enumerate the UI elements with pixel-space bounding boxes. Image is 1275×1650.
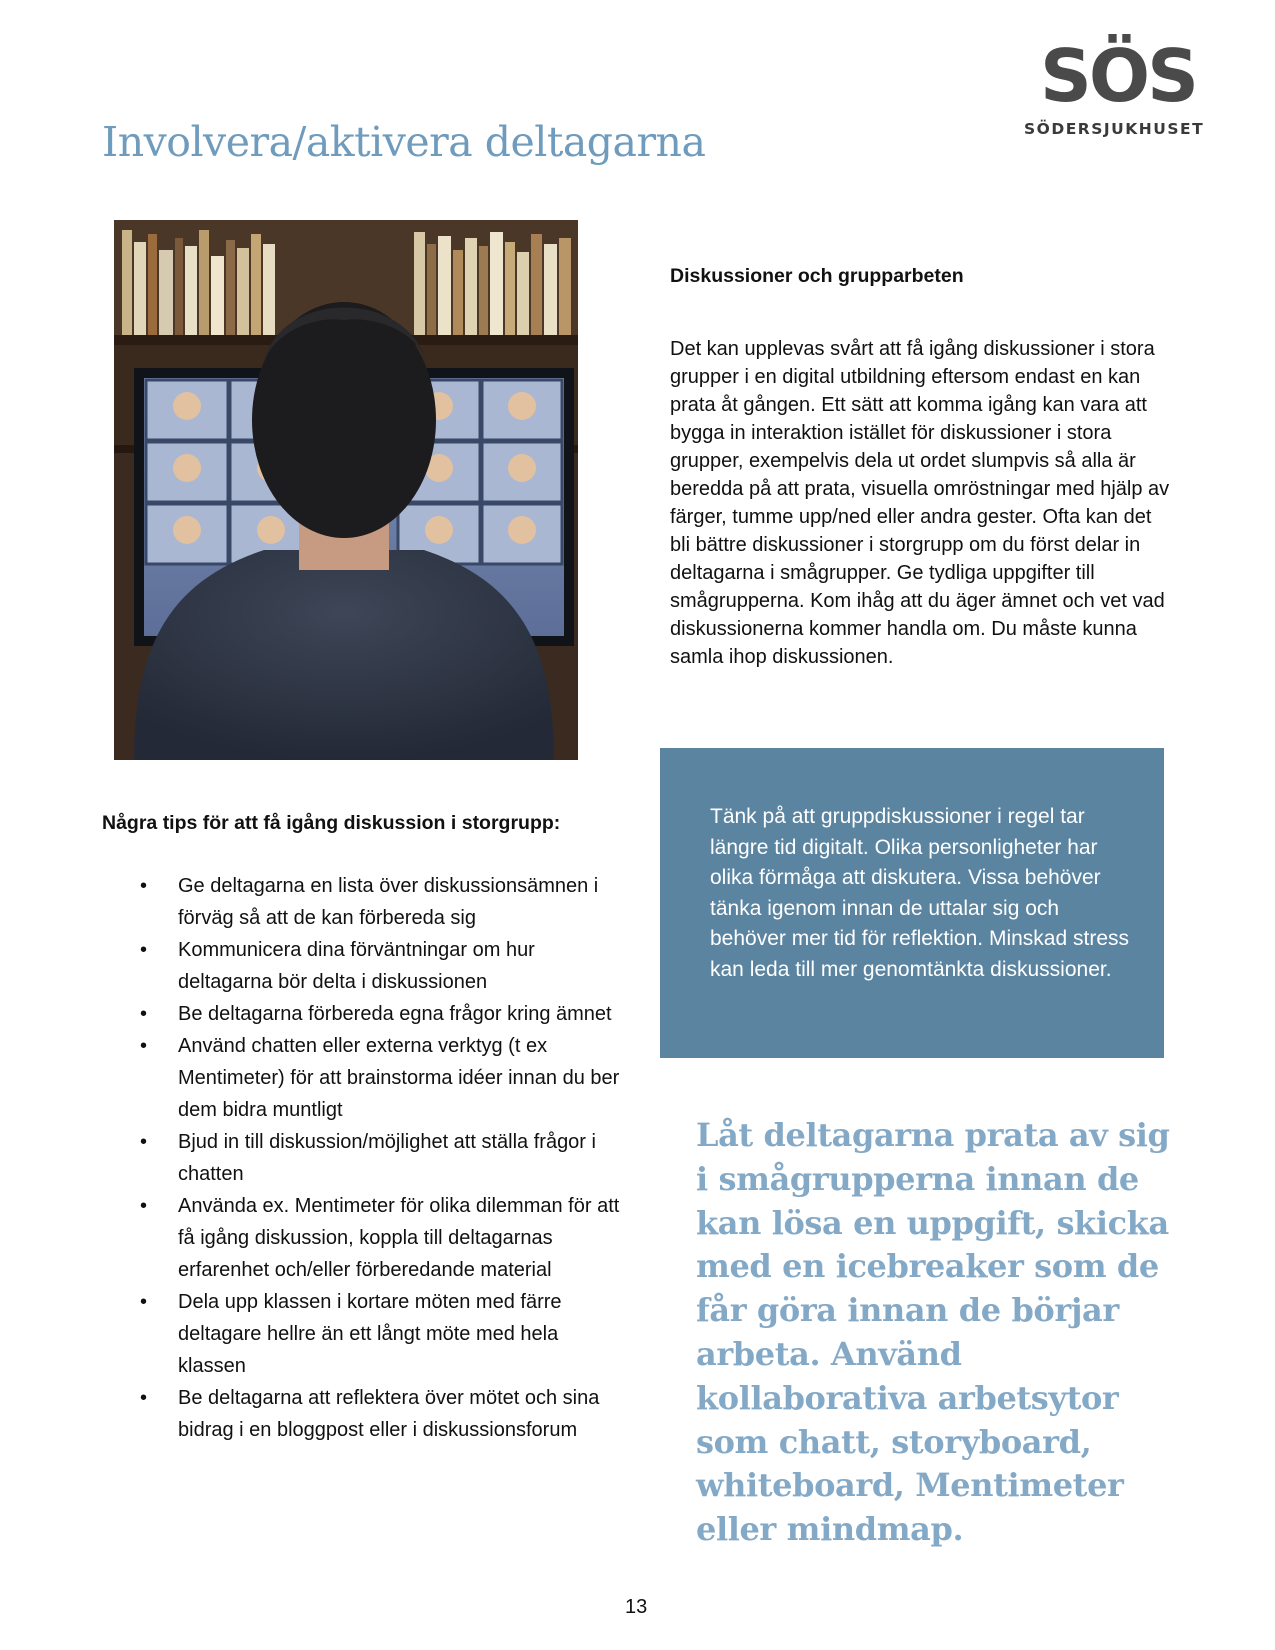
tips-list <box>102 870 622 1446</box>
bullet-icon: • <box>140 939 148 961</box>
pull-quote: Låt deltagarna prata av sig i smågrupperna innan de kan lösa en uppgift, skicka med en icebreaker som de får göra innan de börjar arbeta. Använd kollaborativa arbetsytor som chatt, storyboard, whiteboard, Mentimeter eller mindmap. <box>696 1116 1170 1549</box>
discussion-body: Det kan upplevas svårt att få igång diskussioner i stora grupper i en digital utbildning eftersom endast en kan prata åt gången. Ett sätt att komma igång kan vara att bygga in interaktion istället för diskussioner i stora grupper, exempelvis dela ut ordet slumpvis så alla är beredda på att prata, visuella omröstningar med hjälp av färger, tumme upp/ned eller andra gester. Ofta kan det bli bättre diskussioner i storgrupp om du först delar in deltagarna i smågrupper. Ge tydliga uppgifter till smågrupperna. Kom ihåg att du äger ämnet och vet vad diskussionerna kommer handla om. Du måste kunna samla ihop diskussionen. <box>670 338 1170 668</box>
logo-mark: SÖS <box>1040 34 1196 118</box>
list-item <box>102 1190 622 1286</box>
list-item-text: Kommunicera dina förväntningar om hur deltagarna bör delta i diskussionen <box>178 939 535 993</box>
callout-box <box>660 748 1164 1058</box>
bullet-icon: • <box>140 1003 148 1025</box>
list-item-text: Be deltagarna förbereda egna frågor kring ämnet <box>178 1003 612 1025</box>
bullet-icon: • <box>140 1195 148 1217</box>
bullet-icon: • <box>140 1387 148 1409</box>
list-item-text: Dela upp klassen i kortare möten med färre deltagare hellre än ett långt möte med hela klassen <box>178 1291 562 1377</box>
bullet-icon: • <box>140 1131 148 1153</box>
list-item <box>102 934 622 998</box>
page-title: Involvera/aktivera deltagarna <box>102 118 706 166</box>
video-conference-photo <box>114 220 578 760</box>
list-item-text: Ge deltagarna en lista över diskussionsämnen i förväg så att de kan förbereda sig <box>178 875 599 929</box>
list-item-text: Bjud in till diskussion/möjlighet att ställa frågor i chatten <box>178 1131 596 1185</box>
list-item-text: Använd chatten eller externa verktyg (t ex Mentimeter) för att brainstorma idéer innan du ber dem bidra muntligt <box>178 1035 620 1121</box>
tips-heading: Några tips för att få igång diskussion i storgrupp: <box>102 812 561 834</box>
bullet-icon: • <box>140 1035 148 1057</box>
list-item <box>102 870 622 934</box>
discussion-heading: Diskussioner och grupparbeten <box>670 265 964 287</box>
page-number: 13 <box>625 1596 648 1618</box>
list-item <box>102 1286 622 1382</box>
callout-text: Tänk på att gruppdiskussioner i regel tar längre tid digitalt. Olika personligheter har olika förmåga att diskutera. Vissa behöver tänka igenom innan de uttalar sig och behöver mer tid för reflektion. Minskad stress kan leda till mer genomtänkta diskussioner. <box>710 805 1129 981</box>
list-item <box>102 1382 622 1446</box>
bullet-icon: • <box>140 1291 148 1313</box>
list-item <box>102 1126 622 1190</box>
list-item <box>102 998 622 1030</box>
logo-wordmark: SÖDERSJUKHUSET <box>1024 120 1205 138</box>
list-item-text: Använda ex. Mentimeter för olika dilemman för att få igång diskussion, koppla till deltagarnas erfarenhet och/eller förberedande material <box>178 1195 620 1281</box>
list-item <box>102 1030 622 1126</box>
list-item-text: Be deltagarna att reflektera över mötet och sina bidrag i en bloggpost eller i diskussionsforum <box>178 1387 600 1441</box>
video-conference-photo-icon <box>114 220 578 760</box>
bullet-icon: • <box>140 875 148 897</box>
